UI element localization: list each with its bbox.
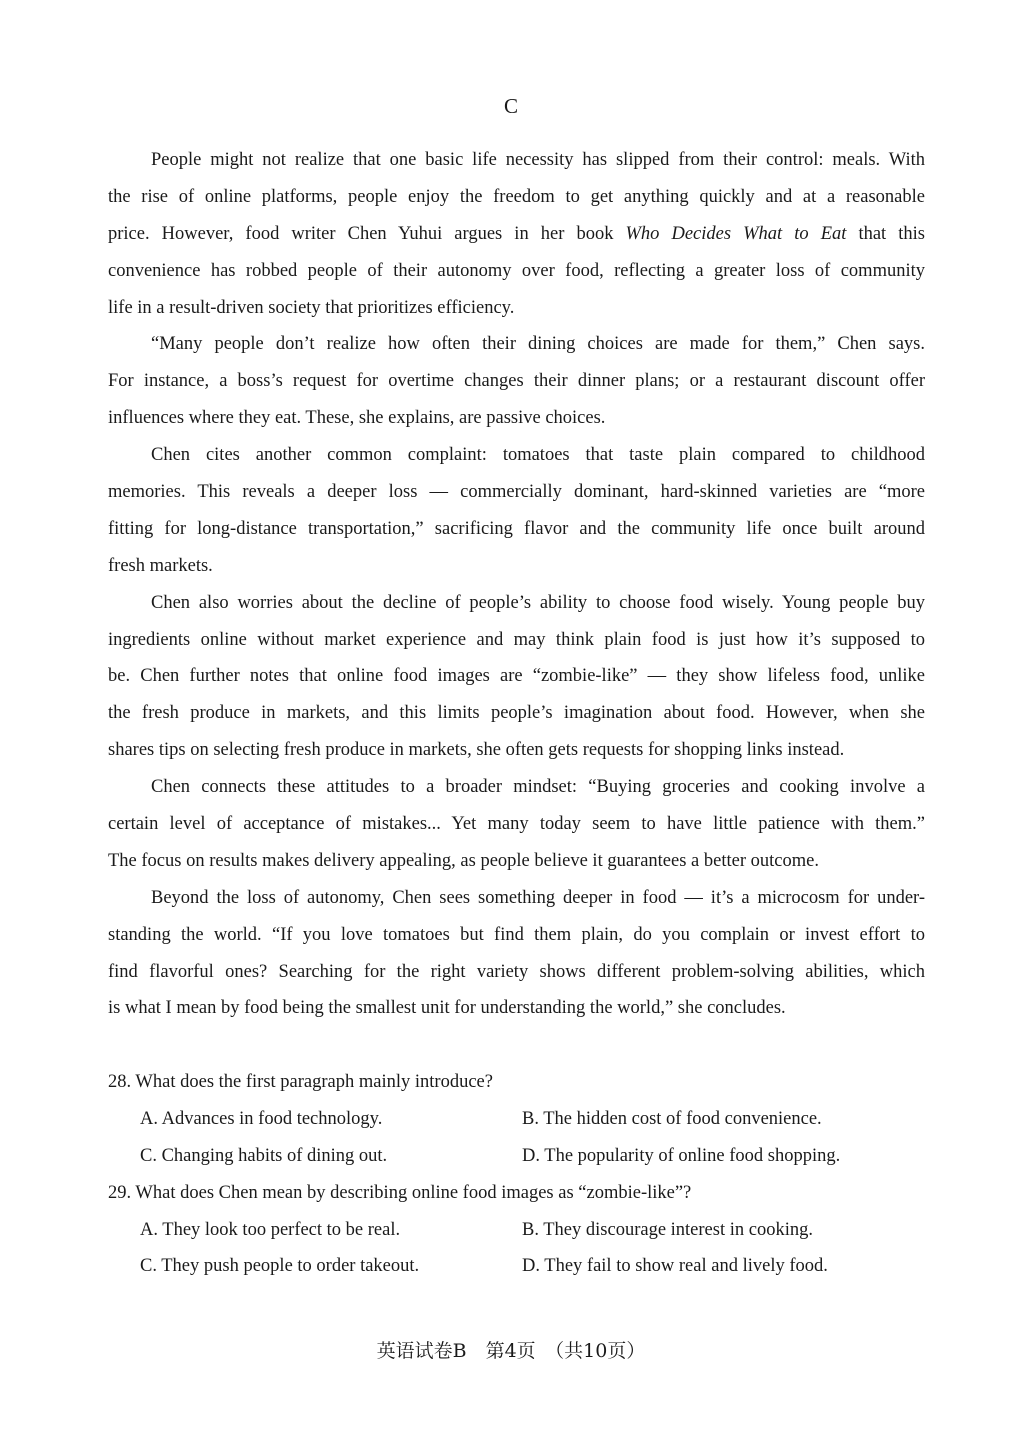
answer-option: D. They fail to show real and lively food.: [522, 1256, 828, 1277]
text-line: the rise of online platforms, people enjoy the freedom to get anything quickly and at a reasonable: [108, 186, 925, 207]
option-row: [108, 1251, 925, 1288]
section-title: C: [503, 94, 518, 118]
text-line: is what I mean by food being the smallest unit for understanding the world,” she concludes.: [108, 998, 786, 1019]
text-line: convenience has robbed people of their autonomy over food, reflecting a greater loss of community: [108, 260, 925, 281]
option-row: [108, 1215, 925, 1252]
reading-passage: [108, 145, 925, 1030]
paragraph: [108, 440, 925, 588]
text-line: The focus on results makes delivery appealing, as people believe it guarantees a better outcome.: [108, 850, 819, 871]
text-line: ingredients online without market experience and may think plain food is just how it’s supposed to: [108, 629, 925, 650]
answer-option: B. They discourage interest in cooking.: [522, 1219, 813, 1240]
text-line: Chen cites another common complaint: tomatoes that taste plain compared to childhood: [151, 445, 925, 466]
text-line: For instance, a boss’s request for overtime changes their dinner plans; or a restaurant discount offer: [108, 371, 925, 392]
text-line: fresh markets.: [108, 555, 213, 576]
text-line: certain level of acceptance of mistakes... Yet many today seem to have little patience with them.”: [108, 814, 925, 835]
text-line: find flavorful ones? Searching for the right variety shows different problem-solving abilities, which: [108, 961, 925, 982]
text-line: “Many people don’t realize how often their dining choices are made for them,” Chen says.: [151, 334, 925, 355]
paragraph: [108, 883, 925, 1031]
text-segment: that this: [846, 223, 925, 244]
questions: [108, 1067, 925, 1288]
text-line: the fresh produce in markets, and this limits people’s imagination about food. However, when she: [108, 703, 925, 724]
paragraph: [108, 329, 925, 440]
text-line: fitting for long-distance transportation,” sacrificing flavor and the community life once built around: [108, 518, 925, 539]
text-segment: price. However, food writer Chen Yuhui argues in her book: [108, 223, 626, 244]
question-stem: 28. What does the first paragraph mainly introduce?: [108, 1072, 493, 1092]
text-line: life in a result-driven society that prioritizes efficiency.: [108, 297, 515, 318]
option-row: [108, 1141, 925, 1178]
book-title: Who Decides What to Eat: [625, 223, 847, 244]
text-line: be. Chen further notes that online food images are “zombie-like” — they show lifeless food, unlike: [108, 666, 925, 687]
answer-option: A. They look too perfect to be real.: [140, 1219, 401, 1240]
answer-option: A. Advances in food technology.: [140, 1108, 383, 1129]
question-stem: 29. What does Chen mean by describing online food images as “zombie-like”?: [108, 1182, 692, 1203]
text-line: standing the world. “If you love tomatoes but find them plain, do you complain or invest effort to: [108, 924, 925, 945]
answer-option: C. Changing habits of dining out.: [140, 1145, 388, 1166]
text-line: [108, 219, 925, 256]
answer-option: C. They push people to order takeout.: [140, 1256, 420, 1277]
page-footer: 英语试卷B 第4页 （共10页）: [376, 1340, 646, 1362]
text-line: Beyond the loss of autonomy, Chen sees something deeper in food — it’s a microcosm for under-: [151, 887, 925, 908]
paragraph: [108, 145, 925, 329]
answer-option: B. The hidden cost of food convenience.: [522, 1108, 822, 1129]
text-line: Chen connects these attitudes to a broader mindset: “Buying groceries and cooking involve a: [151, 777, 925, 798]
text-line: shares tips on selecting fresh produce in markets, she often gets requests for shopping links instead.: [108, 740, 845, 761]
text-line: Chen also worries about the decline of people’s ability to choose food wisely. Young people buy: [151, 592, 925, 613]
text-line: People might not realize that one basic life necessity has slipped from their control: meals. With: [151, 150, 925, 170]
paragraph: [108, 588, 925, 772]
answer-option: D. The popularity of online food shopping.: [522, 1145, 841, 1166]
option-row: [108, 1104, 925, 1141]
text-line: influences where they eat. These, she explains, are passive choices.: [108, 408, 606, 429]
paragraph: [108, 772, 925, 883]
text-line: memories. This reveals a deeper loss — commercially dominant, hard-skinned varieties are “more: [108, 482, 925, 503]
